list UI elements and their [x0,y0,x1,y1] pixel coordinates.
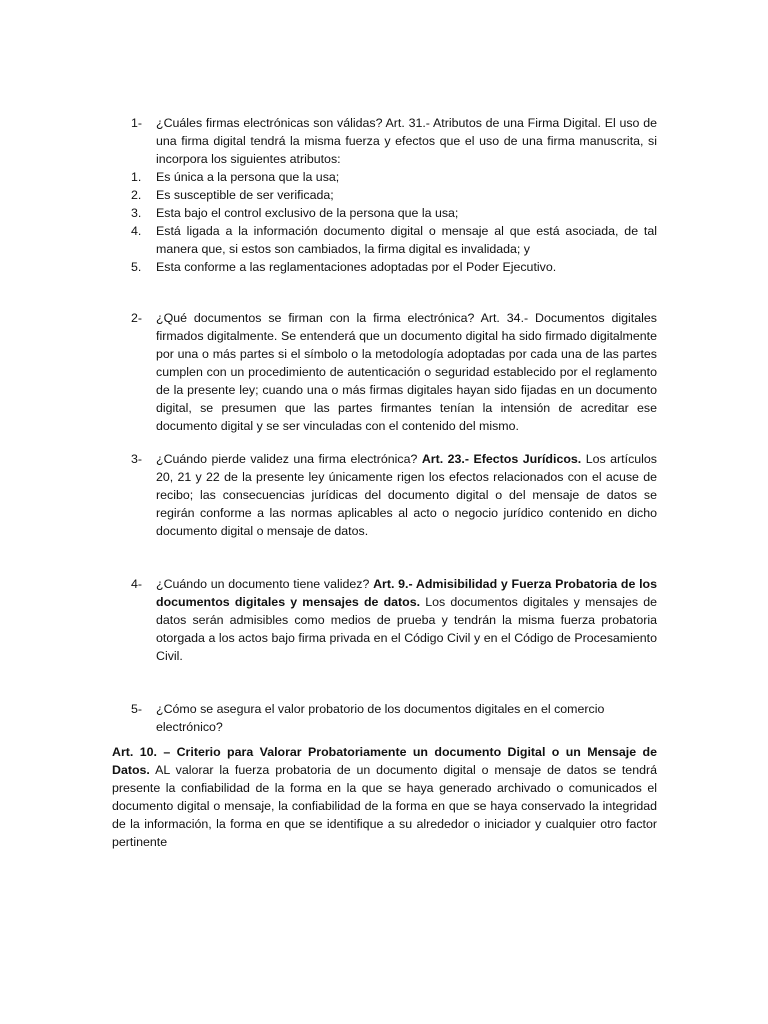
question-number: 4- [131,577,143,591]
list-item [131,222,657,258]
list-item-number: 3. [131,206,142,220]
article-heading: Art. 9.- Admisibilidad y Fuerza Probatoria de los documentos digitales y mensajes de datos. [156,577,657,609]
question-text: ¿Cómo se asegura el valor probatorio de los documentos digitales en el comercio electrónico? [156,702,605,734]
question-text [156,450,657,540]
list-item-text: Está ligada a la información documento digital o mensaje al que está asociada, de tal manera que, si estos son cambiados, la firma digital es invalidada; y [156,224,657,256]
list-item-text: Es susceptible de ser verificada; [156,188,334,202]
article-10-paragraph [112,743,657,851]
article-body: Los documentos digitales y mensajes de datos serán admisibles como medios de prueba y tendrán la misma fuerza probatoria otorgada a los actos bajo firma privada en el Código Civil y en el Código de Procesamiento Civil. [156,595,657,663]
article-heading: Art. 23.- Efectos Jurídicos. [421,452,582,466]
list-item-text: Esta conforme a las reglamentaciones adoptadas por el Poder Ejecutivo. [156,260,557,274]
list-item-number: 5. [131,260,142,274]
question-3 [131,450,657,540]
question-prompt: ¿Cuándo pierde validez una firma electrónica? [156,452,418,466]
question-number: 3- [131,452,143,466]
article-body: AL valorar la fuerza probatoria de un documento digital o mensaje de datos se tendrá presente la confiabilidad de la forma en la que se haya generado archivado o comunicados el documento digital o mensaje, la confiabilidad de la forma en que se haya conservado la integridad de la información, la forma en que se identifique a su alrededor o iniciador y cualquier otro factor pertinente [112,763,657,849]
list-item-number: 2. [131,188,142,202]
question-text: ¿Cuáles firmas electrónicas son válidas? Art. 31.- Atributos de una Firma Digital. El uso de una firma digital tendrá la misma fuerza y efectos que el uso de una firma manuscrita, si incorpora los siguientes atributos: [156,116,657,166]
list-item [131,204,657,222]
list-item-number: 4. [131,224,142,238]
question-number: 5- [131,702,143,716]
question-4 [131,575,657,665]
list-item-text: Es única a la persona que la usa; [156,170,340,184]
question-prompt: ¿Cuándo un documento tiene validez? [156,577,370,591]
list-item [131,258,657,276]
question-number: 1- [131,116,143,130]
article-heading: Art. 10. – Criterio para Valorar Probatoriamente un documento Digital o un Mensaje de Datos. [112,745,657,777]
question-text [156,575,657,665]
list-item [131,186,657,204]
list-item-number: 1. [131,170,142,184]
question-1 [131,114,657,276]
question-number: 2- [131,311,143,325]
article-body: Los artículos 20, 21 y 22 de la presente ley únicamente rigen los efectos relacionados con el acuse de recibo; las consecuencias jurídicas del documento digital o del mensaje de datos se regirán conforme a las normas aplicables al acto o negocio jurídico contenido en dicho documento digital o mensaje de datos. [156,452,657,538]
list-item-text: Esta bajo el control exclusivo de la persona que la usa; [156,206,459,220]
list-item [131,168,657,186]
question-text: ¿Qué documentos se firman con la firma electrónica? Art. 34.- Documentos digitales firmados digitalmente. Se entenderá que un documento digital ha sido firmado digitalmente por una o más partes si el símbolo o la metodología adoptadas por cada una de las partes cumplen con un procedimiento de autenticación o seguridad establecido por el reglamento de la presente ley; cuando una o más firmas digitales hayan sido fijadas en un documento digital, se presumen que las partes firmantes tenían la intensión de acreditar ese documento digital y se ser vinculadas con el contenido del mismo. [156,311,657,433]
question-5 [131,700,657,736]
question-2 [131,309,657,435]
